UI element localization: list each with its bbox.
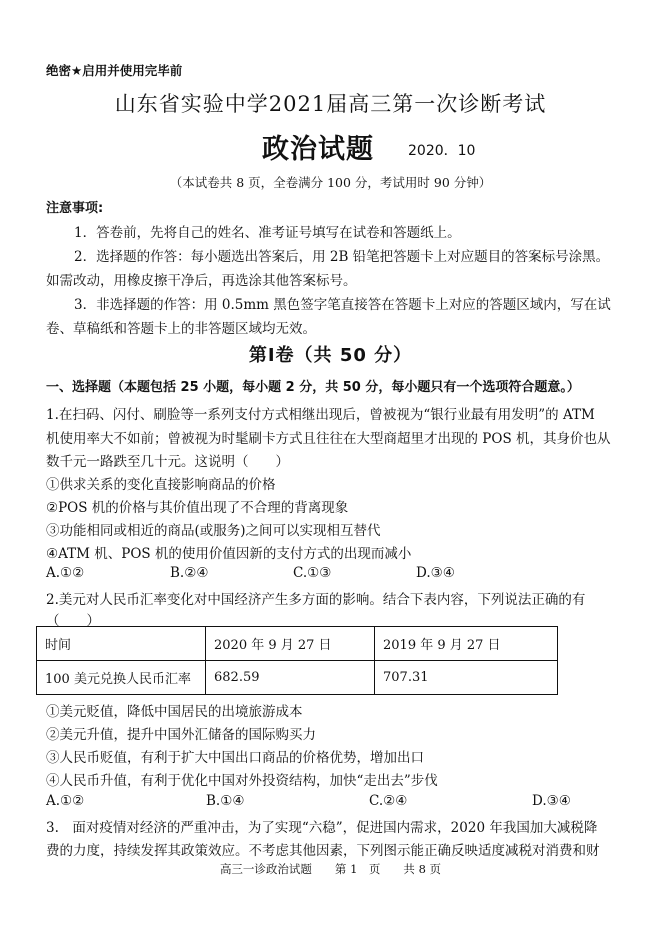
exam-title: 山东省实验中学2021届高三第一次诊断考试 (114, 92, 547, 116)
question-1-option: ③功能相同或相近的商品(或服务)之间可以实现相互替代 (46, 523, 381, 539)
question-1-choice-d: D.③④ (416, 565, 455, 581)
question-1-stem: 1.在扫码、闪付、刷脸等一系列支付方式相继出现后，曾被视为“银行业最有用发明”的 ATM (46, 407, 595, 423)
notice-item: 如需改动，用橡皮擦干净后，再选涂其他答案标号。 (46, 273, 357, 289)
question-1-choice-a: A.①② (46, 565, 85, 581)
notice-heading: 注意事项: (46, 201, 104, 216)
table-header-cell: 2020 年 9 月 27 日 (206, 627, 375, 661)
exchange-rate-table (36, 626, 558, 695)
table-cell: 682.59 (206, 661, 375, 695)
question-2-stem: （ ） (46, 613, 100, 629)
table-header-cell: 时间 (37, 627, 206, 661)
table-row (37, 661, 558, 695)
question-2-stem: 2.美元对人民币汇率变化对中国经济产生多方面的影响。结合下表内容，下列说法正确的有 (46, 592, 586, 608)
table-cell: 100 美元兑换人民币汇率 (37, 661, 206, 695)
notice-item: 2．选择题的作答：每小题选出答案后，用 2B 铅笔把答题卡上对应题目的答案标号涂黑。 (74, 249, 610, 265)
question-2-choice-d: D.③④ (532, 793, 571, 809)
question-2-choice-b: B.①④ (206, 793, 245, 809)
question-2-option: ④人民币升值，有利于优化中国对外投资结构，加快“走出去”步伐 (46, 773, 438, 789)
subject-title: 政治试题 (262, 134, 374, 165)
question-3-stem: 3. 面对疫情对经济的严重冲击，为了实现“六稳”，促进国内需求，2020 年我国加大减税降 (46, 820, 598, 836)
section-title: 一、选择题（本题包括 25 小题，每小题 2 分，共 50 分，每小题只有一个选项符合题意。） (46, 380, 580, 395)
question-2-choice-a: A.①② (46, 793, 85, 809)
notice-item: 1．答卷前，先将自己的姓名、准考证号填写在试卷和答题纸上。 (74, 225, 461, 241)
question-2-choice-c: C.②④ (369, 793, 408, 809)
question-2-option: ②美元升值，提升中国外汇储备的国际购买力 (46, 727, 316, 743)
table-header-row (37, 627, 558, 661)
table-cell: 707.31 (375, 661, 558, 695)
table-header-cell: 2019 年 9 月 27 日 (375, 627, 558, 661)
question-2-option: ①美元贬值，降低中国居民的出境旅游成本 (46, 704, 303, 720)
exam-info: （本试卷共 8 页，全卷满分 100 分，考试用时 90 分钟） (169, 175, 492, 190)
question-1-option: ②POS 机的价格与其价值出现了不合理的背离现象 (46, 500, 349, 516)
notice-item: 3．非选择题的作答：用 0.5mm 黑色签字笔直接答在答题卡上对应的答题区域内，写在试 (74, 297, 611, 313)
question-1-stem: 机使用率大不如前；曾被视为时髦刷卡方式且往往在大型商超里才出现的 POS 机，其身价也从 (46, 431, 611, 447)
page-footer: 高三一诊政治试题 第 1 页 共 8 页 (219, 862, 442, 876)
question-1-option: ④ATM 机、POS 机的使用价值因新的支付方式的出现而减小 (46, 546, 412, 562)
question-1-choice-c: C.①③ (293, 565, 332, 581)
question-3-stem: 费的力度，持续发挥其政策效应。不考虑其他因素，下列图示能正确反映适度减税对消费和财 (46, 843, 600, 859)
question-1-stem: 数千元一路跌至几十元。这说明（ ） (46, 454, 289, 470)
exam-date: 2020．10 (408, 143, 476, 159)
confidential-mark: 绝密★启用并使用完毕前 (46, 63, 183, 78)
part-title: 第Ⅰ卷（共 50 分） (248, 345, 413, 366)
notice-item: 卷、草稿纸和答题卡上的非答题区域均无效。 (46, 321, 316, 337)
question-2-option: ③人民币贬值，有利于扩大中国出口商品的价格优势，增加出口 (46, 750, 424, 766)
question-1-option: ①供求关系的变化直接影响商品的价格 (46, 477, 276, 493)
question-1-choice-b: B.②④ (170, 565, 209, 581)
